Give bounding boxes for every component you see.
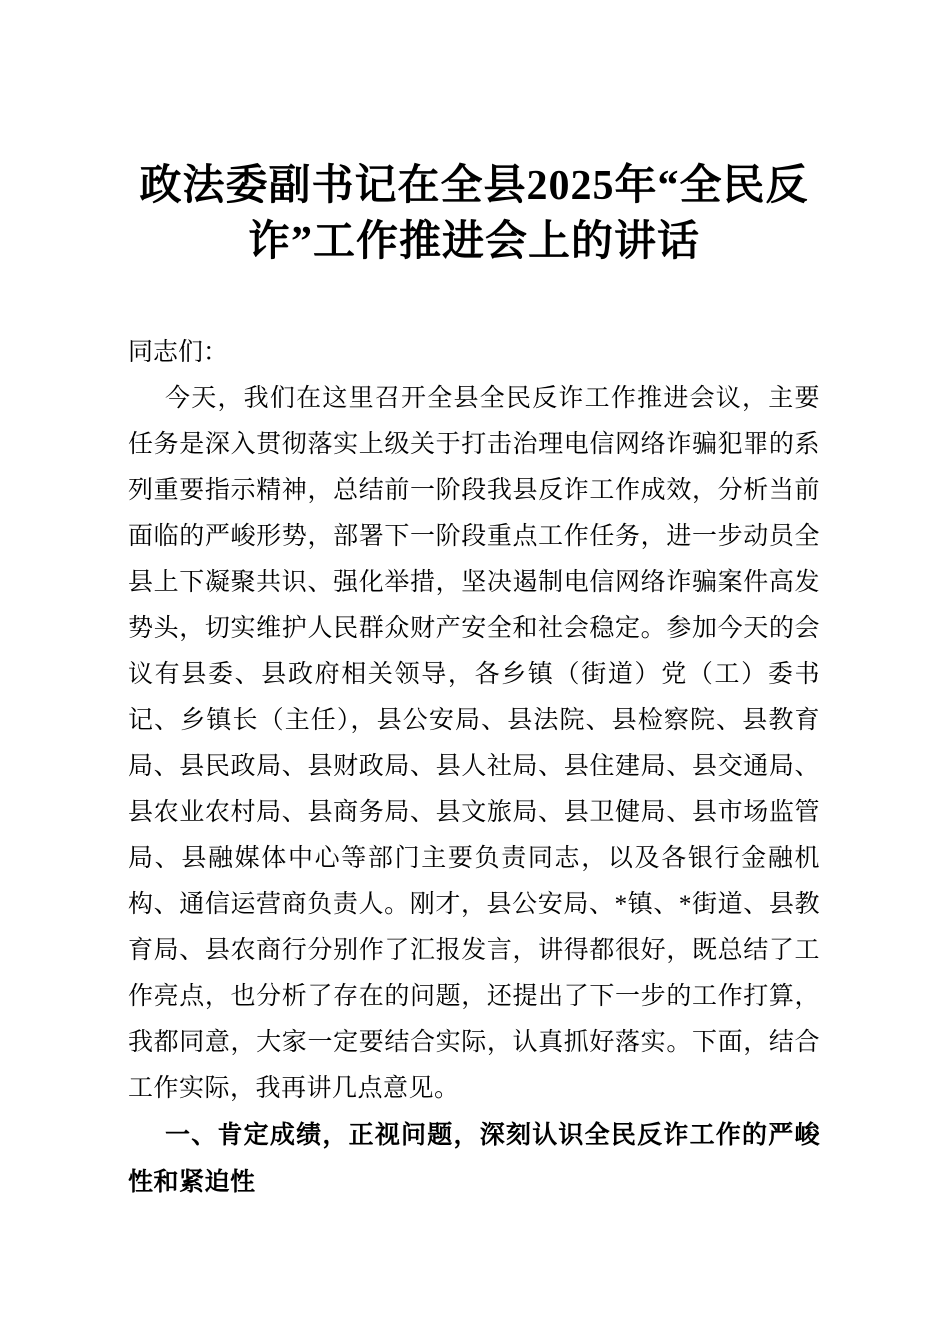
- opening-paragraph: 今天，我们在这里召开全县全民反诈工作推进会议，主要任务是深入贯彻落实上级关于打击治理电信网络诈骗犯罪的系列重要指示精神，总结前一阶段我县反诈工作成效，分析当前面临的严峻形势，部署下一阶段重点工作任务，进一步动员全县上下凝聚共识、强化举措，坚决遏制电信网络诈骗案件高发势头，切实维护人民群众财产安全和社会稳定。参加今天的会议有县委、县政府相关领导，各乡镇（街道）党（工）委书记、乡镇长（主任），县公安局、县法院、县检察院、县教育局、县民政局、县财政局、县人社局、县住建局、县交通局、县农业农村局、县商务局、县文旅局、县卫健局、县市场监管局、县融媒体中心等部门主要负责同志，以及各银行金融机构、通信运营商负责人。刚才，县公安局、*镇、*街道、县教育局、县农商行分别作了汇报发言，讲得都很好，既总结了工作亮点，也分析了存在的问题，还提出了下一步的工作打算，我都同意，大家一定要结合实际，认真抓好落实。下面，结合工作实际，我再讲几点意见。: [128, 385, 820, 1102]
- document-body: [128, 330, 820, 1206]
- section-one-heading: 一、肯定成绩，正视问题，深刻认识全民反诈工作的严峻性和紧迫性: [128, 1121, 820, 1196]
- salutation: 同志们：: [128, 339, 229, 366]
- document-title: 政法委副书记在全县2025年“全民反诈”工作推进会上的讲话: [139, 163, 809, 265]
